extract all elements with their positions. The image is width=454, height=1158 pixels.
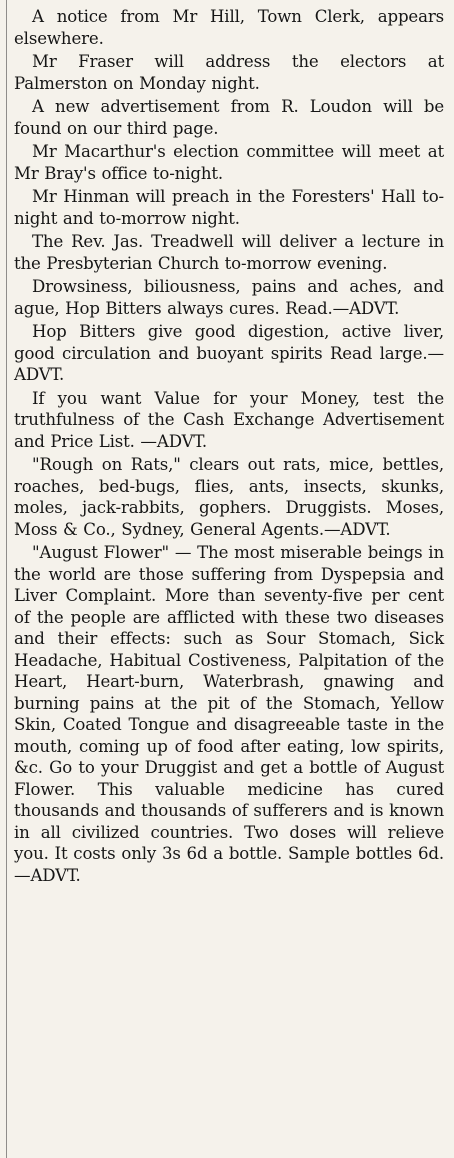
advert-rough-on-rats: "Rough on Rats," clears out rats, mice, bettles, roaches, bed-bugs, flies, ants, insects, skunks, moles, jack-rabbits, gophers. Druggists. Moses, Moss & Co., Sydney, General Agents.—ADVT. (14, 455, 444, 539)
notice-macarthur-committee: Mr Macarthur's election committee will meet at Mr Bray's office to-night. (14, 142, 444, 183)
advert-hop-bitters-digestion: Hop Bitters give good digestion, active liver, good circulation and buoyant spirits Read large.—ADVT. (14, 322, 444, 384)
notice-hinman-preach: Mr Hinman will preach in the Foresters' Hall to-night and to-morrow night. (14, 187, 444, 228)
notice-town-clerk: A notice from Mr Hill, Town Clerk, appears elsewhere. (14, 7, 444, 48)
advert-hop-bitters-cures: Drowsiness, biliousness, pains and aches, and ague, Hop Bitters always cures. Read.—ADVT. (14, 277, 444, 318)
notice-fraser-address: Mr Fraser will address the electors at Palmerston on Monday night. (14, 52, 444, 93)
notice-treadwell-lecture: The Rev. Jas. Treadwell will deliver a lecture in the Presbyterian Church to-morrow evening. (14, 232, 444, 273)
advert-august-flower: "August Flower" — The most miserable beings in the world are those suffering from Dyspepsia and Liver Complaint. More than seventy-five per cent of the people are afflicted with these two diseases and their effects: such as Sour Stomach, Sick Headache, Habitual Costiveness, Palpitation of the Heart, Heart-burn, Waterbrash, gnawing and burning pains at the pit of the Stomach, Yellow Skin, Coated Tongue and disagreeable taste in the mouth, coming up of food after eating, low spirits, &c. Go to your Druggist and get a bottle of August Flower. This valuable medicine has cured thousands and thousands of sufferers and is known in all civilized countries. Two doses will relieve you. It costs only 3s 6d a bottle. Sample bottles 6d.—ADVT. (14, 543, 444, 885)
news-column (14, 6, 444, 888)
column-rule (6, 0, 7, 1158)
notice-loudon-advertisement: A new advertisement from R. Loudon will be found on our third page. (14, 97, 444, 138)
advert-cash-exchange: If you want Value for your Money, test the truthfulness of the Cash Exchange Advertisement and Price List. —ADVT. (14, 388, 444, 451)
